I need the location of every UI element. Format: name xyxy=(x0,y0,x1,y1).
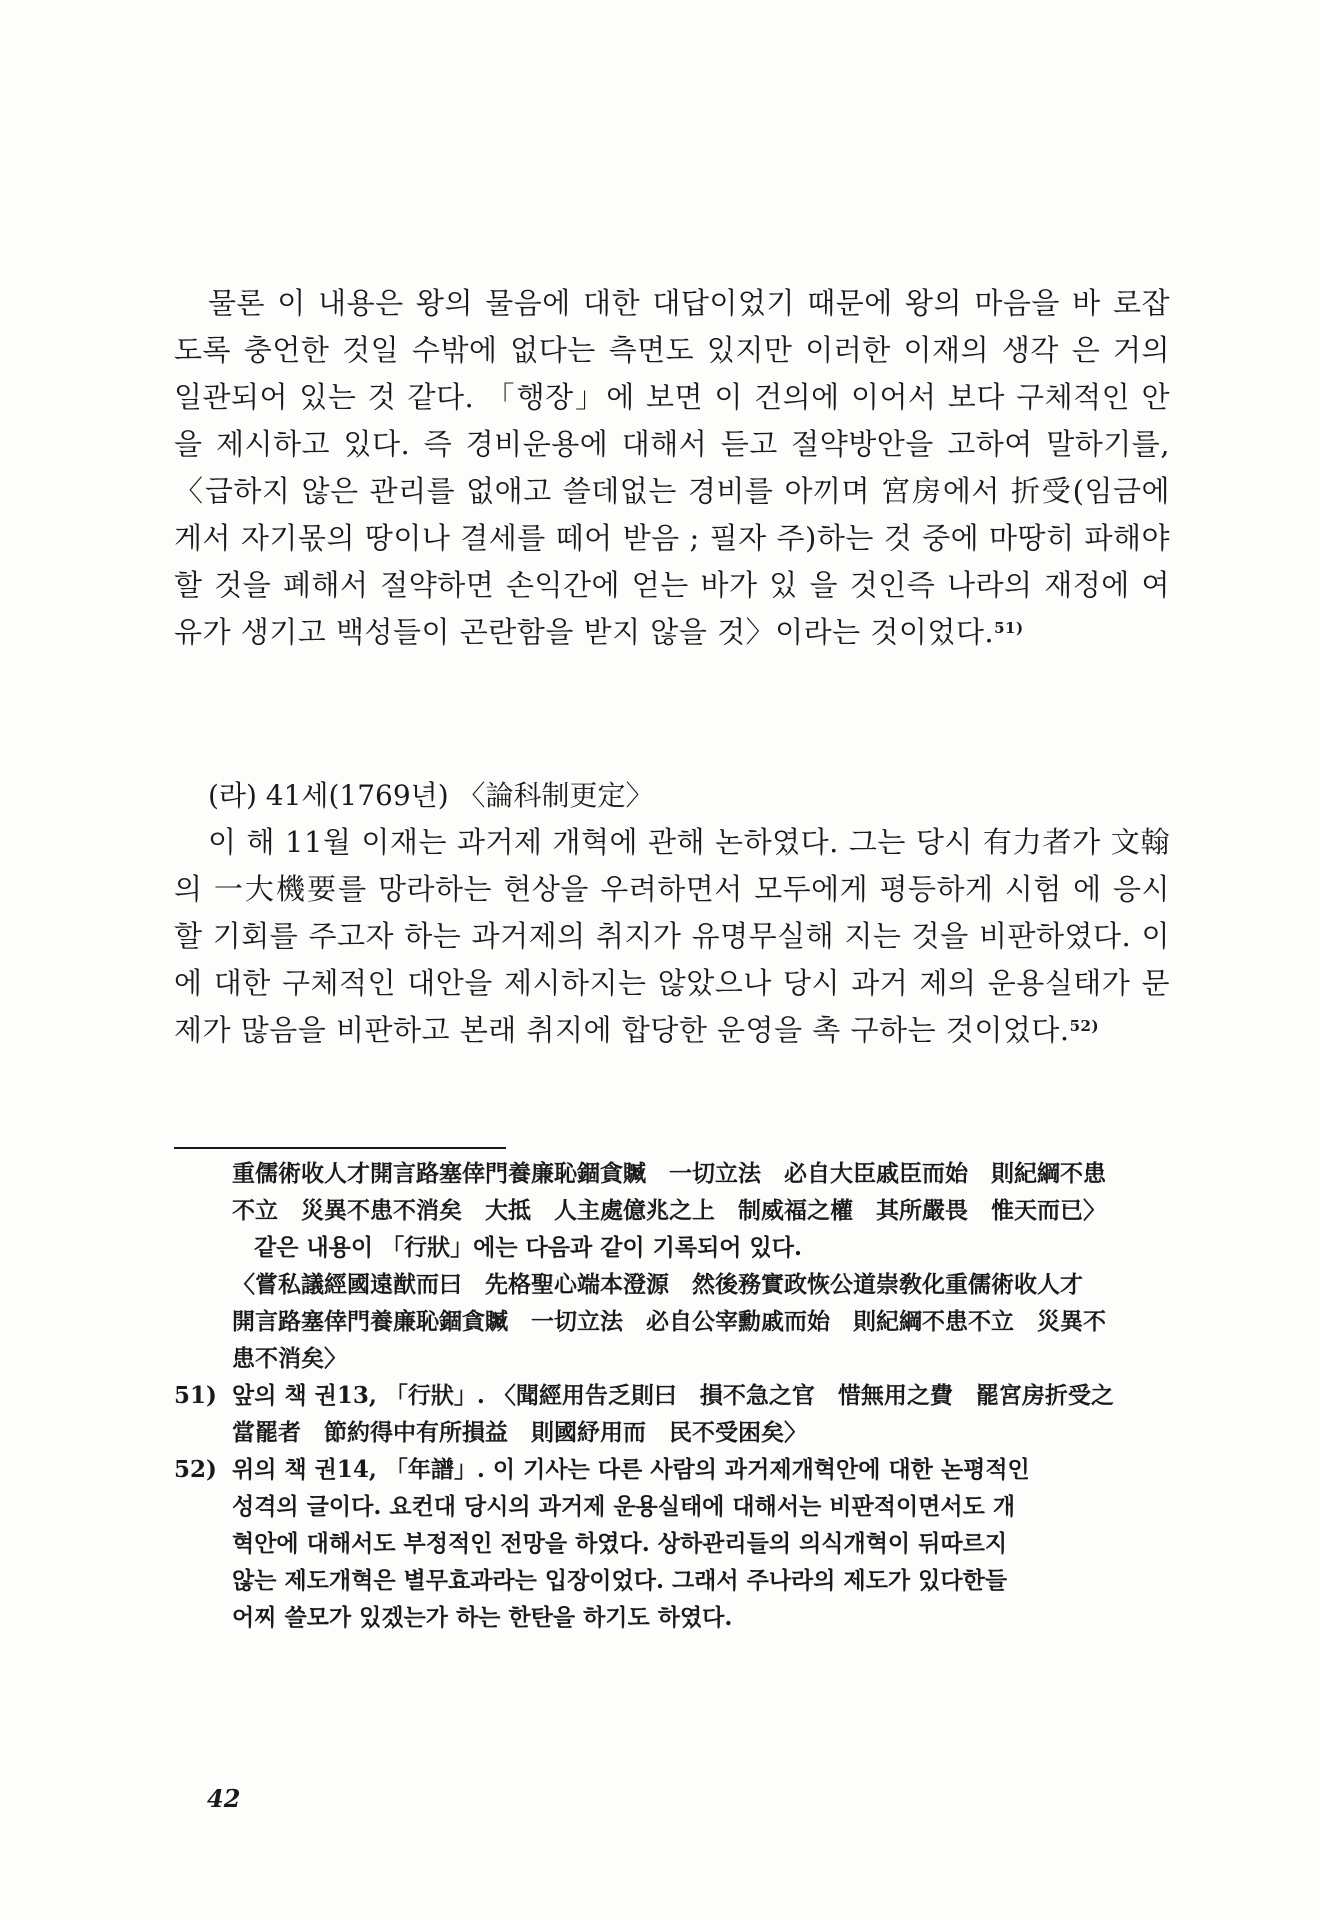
footnote-ref-52: 52) xyxy=(1069,1017,1100,1035)
footnote-line: 않는 제도개혁은 별무효과라는 입장이었다. 그래서 주나라의 제도가 있다한들 xyxy=(232,1567,1008,1594)
footnote-line: 開言路塞倖門養廉恥錮貪贓 一切立法 必自公宰勳戚而始 則紀綱不患不立 災異不 xyxy=(232,1308,1106,1335)
footnote-line: 不立 災異不患不消矣 大抵 人主處億兆之上 制威福之權 其所嚴畏 惟天而已〉 xyxy=(232,1197,1106,1224)
footnote-line: 위의 책 권14, 「年譜」. 이 기사는 다른 사람의 과거제개혁안에 대한 논평적인 xyxy=(232,1456,1030,1483)
footnote-line: 성격의 글이다. 요컨대 당시의 과거제 운용실태에 대해서는 비판적이면서도 개 xyxy=(232,1493,1016,1520)
para1-line: 것 중에 마땅히 파해야 할 것을 폐해서 절약하면 손익간에 얻는 바가 있 xyxy=(174,521,1170,602)
para1-line: 로잡도록 충언한 것일 수밖에 없다는 측면도 있지만 이러한 이재의 생각 xyxy=(174,286,1170,367)
footnote-divider xyxy=(174,1147,506,1149)
footnotes-block xyxy=(174,1155,1172,1636)
footnote-line: 앞의 책 권13, 「行狀」. 〈聞經用告乏則曰 損不急之官 惜無用之費 罷宮房折受之 xyxy=(232,1382,1114,1409)
footnote-52-number: 52) xyxy=(174,1456,217,1483)
para2-line: 제의 운용실태가 문제가 많음을 비판하고 본래 취지에 합당한 운영을 촉 xyxy=(174,966,1171,1047)
para1-line: 을 것인즉 나라의 재정에 여유가 생기고 백성들이 곤란함을 받지 않을 xyxy=(174,568,1171,649)
para1-line: 구체적인 안을 제시하고 있다. 즉 경비운용에 대해서 듣고 절약방안을 xyxy=(174,380,1170,461)
footnote-line: 當罷者 節約得中有所損益 則國紓用而 民不受困矣〉 xyxy=(232,1419,807,1446)
footnote-52-text xyxy=(232,1451,1172,1636)
footnote-continuation-2: 같은 내용이 「行狀」에는 다음과 같이 기록되어 있다. xyxy=(254,1234,802,1261)
footnote-line: 어찌 쓸모가 있겠는가 하는 한탄을 하기도 하였다. xyxy=(232,1604,733,1631)
para2-line: 이 해 11월 이재는 과거제 개혁에 관해 논하였다. 그는 당시 有力者가 xyxy=(208,825,1101,859)
section-heading: (라) 41세(1769년) 〈論科制更定〉 xyxy=(208,779,654,812)
paragraph-2 xyxy=(174,819,1170,1054)
footnote-continuation-3 xyxy=(174,1266,1172,1377)
section-ra xyxy=(174,772,1170,1054)
footnote-line: 患不消矣〉 xyxy=(232,1345,347,1372)
footnote-52 xyxy=(174,1451,1172,1636)
para1-line: 宮房에서 折受(임금에게서 자기몫의 땅이나 결세를 떼어 받음 ; 필자 주)하는 xyxy=(174,474,1170,555)
main-paragraph-1 xyxy=(174,280,1170,656)
para1-line: 물론 이 내용은 왕의 물음에 대한 대답이었기 때문에 왕의 마음을 바 xyxy=(208,286,1101,320)
footnote-ref-51: 51) xyxy=(994,619,1024,637)
page-number: 42 xyxy=(207,1784,241,1813)
para1-line: 고하여 말하기를, 〈급하지 않은 관리를 없애고 쓸데없는 경비를 아끼며 xyxy=(174,427,1170,508)
para1-line: 것〉이라는 것이었다. xyxy=(717,615,995,649)
footnote-line: 혁안에 대해서도 부정적인 전망을 하였다. 상하관리들의 의식개혁이 뒤따르지 xyxy=(232,1530,1008,1557)
para2-line: 文翰의 一大機要를 망라하는 현상을 우려하면서 모두에게 평등하게 시험 xyxy=(174,825,1170,906)
footnote-51-number: 51) xyxy=(174,1382,217,1409)
footnote-line: 〈嘗私議經國遠猷而曰 先格聖心端本澄源 然後務實政恢公道崇敎化重儒術收人才 xyxy=(232,1271,1083,1298)
paragraph-1 xyxy=(174,280,1170,656)
footnote-line: 重儒術收人才開言路塞倖門養廉恥錮貪贓 一切立法 必自大臣戚臣而始 則紀綱不患 xyxy=(232,1160,1106,1187)
para2-line: 구하는 것이었다. xyxy=(850,1013,1070,1047)
para2-line: 비판하였다. 이에 대한 구체적인 대안을 제시하지는 않았으나 당시 과거 xyxy=(174,919,1170,1000)
footnote-51-text xyxy=(232,1377,1172,1451)
para2-line: 에 응시할 기회를 주고자 하는 과거제의 취지가 유명무실해 지는 것을 xyxy=(174,872,1171,953)
para1-line: 은 거의 일관되어 있는 것 같다. 「행장」에 보면 이 건의에 이어서 보다 xyxy=(174,333,1171,414)
footnote-continuation xyxy=(174,1155,1172,1229)
footnote-51 xyxy=(174,1377,1172,1451)
